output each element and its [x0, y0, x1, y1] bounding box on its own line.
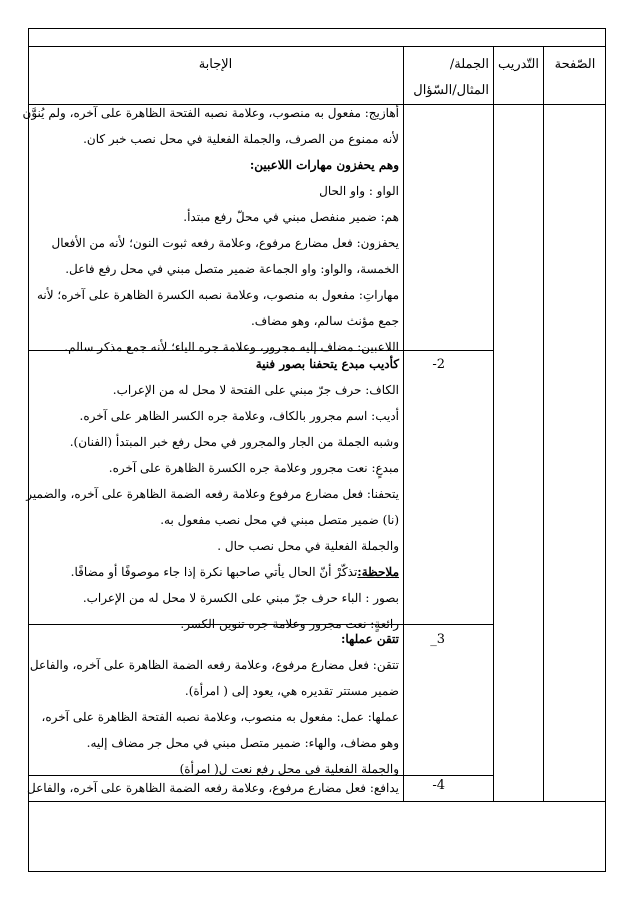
answer-line: تتقن: فعل مضارع مرفوع، وعلامة رفعه الضمة الظاهرة على آخره، والفاعل — [29, 658, 399, 672]
answer-line: أديب: اسم مجرور بالكاف، وعلامة جره الكسر الظاهر على آخره. — [79, 409, 399, 423]
answer-line: والجملة الفعلية في محل نصب حال . — [217, 539, 399, 553]
header-page: الصّفحة — [554, 57, 596, 72]
answer-line: الواو : واو الحال — [319, 184, 399, 198]
row-number-3: 3_ — [430, 632, 445, 647]
answer-line: بصور : الباء حرف جرّ مبني على الكسرة لا محل له من الإعراب. — [82, 591, 399, 605]
answer-row-1 — [22, 100, 403, 360]
answer-line: مهاراتِ: مفعول به منصوب، وعلامة نصبه الكسرة الظاهرة على آخره؛ لأنه — [37, 288, 399, 302]
answer-line: الكاف: حرف جرّ مبني على الفتحة لا محل له من الإعراب. — [112, 383, 399, 397]
header-sentence-example — [404, 52, 493, 104]
answer-line: وهو مضاف، والهاء: ضمير متصل مبني في محل جر مضاف إليه. — [86, 736, 399, 750]
column-divider — [493, 46, 494, 801]
header-exercise: التّدريب — [498, 57, 539, 72]
answer-row-2 — [26, 351, 403, 637]
answer-line: يحفزون: فعل مضارع مرفوع، وعلامة رفعه ثبوت النون؛ لأنه من الأفعال — [51, 236, 399, 250]
answer-line: هم: ضمير منفصل مبني في محلّ رفع مبتدأ. — [183, 210, 399, 224]
answer-line: مبدعٍ: نعت مجرور وعلامة جره الكسرة الظاهرة على آخره. — [108, 461, 399, 475]
answer-line: ملاحظة:تذكّرْ أنّ الحال يأتي صاحبها نكرة إذا جاء موصوفًا أو مضافًا. — [70, 565, 399, 579]
answer-line: تتقن عملها: — [340, 632, 399, 646]
row-number-4: 4- — [432, 778, 445, 793]
answer-line: يدافع: فعل مضارع مرفوع، وعلامة رفعه الضمة الظاهرة على آخره، والفاعل — [26, 781, 399, 795]
table-bottom-line — [28, 801, 606, 802]
answer-line: أهازيج: مفعول به منصوب، وعلامة نصبه الفتحة الظاهرة على آخره، ولم يُنوَّن — [22, 106, 399, 120]
header-example: المثال/السّؤال — [413, 83, 489, 98]
answer-row-4 — [26, 775, 403, 801]
answer-line: اللاعبين: مضاف إليه مجرور، وعلامة جره الياء؛ لأنه جمع مذكر سالم. — [64, 340, 399, 354]
answer-line: الخمسة، والواو: واو الجماعة ضمير متصل مبني في محل رفع فاعل. — [65, 262, 399, 276]
answer-line: كأديب مبدع يتحفنا بصور فنية — [255, 357, 399, 371]
answer-row-3 — [30, 626, 403, 782]
column-divider — [403, 46, 404, 801]
table-top-line — [28, 46, 606, 47]
row-number-2: 2- — [432, 357, 445, 372]
answer-line: ضمير مستتر تقديره هي، يعود إلى ( امرأة). — [184, 684, 399, 698]
note-label: ملاحظة: — [357, 565, 399, 579]
answer-line: يتحفنا: فعل مضارع مرفوع وعلامة رفعه الضمة الظاهرة على آخره، والضمير — [26, 487, 399, 501]
column-divider — [543, 46, 544, 801]
answer-line: (نا) ضمير متصل مبني في محل نصب مفعول به. — [160, 513, 399, 527]
answer-line: والجملة الفعلية في محل رفع نعت ل( امرأة) — [179, 762, 399, 776]
header-sentence: الجملة/ — [449, 57, 489, 72]
answer-line: رائعةٍ: نعت مجرور وعلامة جره تنوين الكسر. — [180, 617, 399, 631]
answer-line: وشبه الجملة من الجار والمجرور في محل رفع خبر المبتدأ (الفنان). — [69, 435, 399, 449]
answer-line: عملها: عمل: مفعول به منصوب، وعلامة نصبه الفتحة الظاهرة على آخره، — [41, 710, 399, 724]
answer-line: جمع مؤنث سالم، وهو مضاف. — [250, 314, 399, 328]
answer-line: لأنه ممنوع من الصرف، والجملة الفعلية في محل نصب خبر كان. — [83, 132, 399, 146]
header-answer: الإجابة — [198, 57, 233, 72]
answer-line: وهم يحفزون مهارات اللاعبين: — [249, 158, 399, 172]
